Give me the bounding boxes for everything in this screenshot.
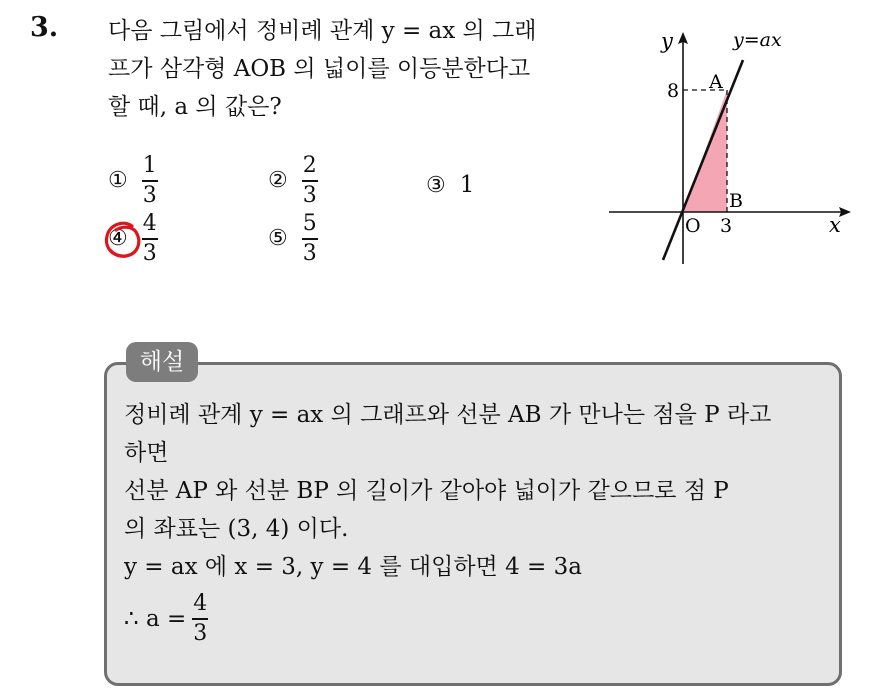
fraction-bar [302, 180, 318, 182]
question-number: 3. [30, 12, 59, 43]
choice-number: ① [108, 168, 128, 194]
numerator: 2 [302, 153, 317, 178]
numerator: 4 [142, 211, 157, 236]
choice-1[interactable] [108, 154, 158, 208]
denominator: 3 [302, 182, 317, 208]
graph-figure [605, 20, 855, 270]
choice-3[interactable] [426, 172, 474, 198]
numerator: 1 [142, 153, 157, 178]
choice-2[interactable] [268, 154, 318, 208]
denominator: 3 [193, 620, 208, 646]
y-tick-8: 8 [667, 80, 680, 102]
choice-value: 1 [459, 172, 475, 198]
x-axis-label: x [829, 213, 841, 237]
choice-number: ② [268, 168, 288, 194]
choice-number: ③ [426, 172, 446, 198]
choice-fraction [302, 154, 318, 208]
fraction-bar [302, 238, 318, 240]
explanation-tab: 해설 [126, 342, 198, 382]
result-fraction [192, 592, 208, 646]
result-prefix: ∴ a = [124, 605, 187, 632]
explanation-result [124, 592, 834, 646]
y-axis-label: y [661, 29, 673, 53]
numerator: 4 [193, 591, 208, 616]
denominator: 3 [142, 182, 157, 208]
fraction-bar [142, 180, 158, 182]
choice-fraction [302, 212, 318, 266]
explanation-line: 하면 [124, 440, 169, 466]
explanation-line: 정비례 관계 y = ax 의 그래프와 선분 AB 가 만나는 점을 P 라고 [124, 402, 772, 428]
question-line: 할 때, a 의 값은? [108, 94, 282, 120]
explanation-line: y = ax 에 x = 3, y = 4 를 대입하면 4 = 3a [124, 554, 582, 580]
choice-5[interactable] [268, 212, 318, 266]
question-line: 다음 그림에서 정비례 관계 y = ax 의 그래 [108, 18, 537, 44]
point-a-label: A [709, 71, 723, 93]
denominator: 3 [302, 240, 317, 266]
x-tick-3: 3 [720, 215, 733, 237]
choice-number: ④ [108, 226, 128, 252]
denominator: 3 [142, 240, 157, 266]
choice-fraction [142, 154, 158, 208]
question-line: 프가 삼각형 AOB 의 넓이를 이등분한다고 [108, 56, 531, 82]
answer-circle-mark [102, 218, 144, 260]
fraction-bar [192, 618, 208, 620]
choice-fraction [142, 212, 158, 266]
question-text [108, 12, 588, 126]
choice-number: ⑤ [268, 226, 288, 252]
fraction-bar [142, 238, 158, 240]
origin-label: O [685, 215, 701, 237]
point-b-label: B [729, 190, 743, 212]
numerator: 5 [302, 211, 317, 236]
explanation-text [124, 396, 834, 646]
line-label: y=ax [733, 29, 782, 51]
explanation-line: 의 좌표는 (3, 4) 이다. [124, 516, 349, 542]
explanation-line: 선분 AP 와 선분 BP 의 길이가 같아야 넓이가 같으므로 점 P [124, 478, 729, 504]
